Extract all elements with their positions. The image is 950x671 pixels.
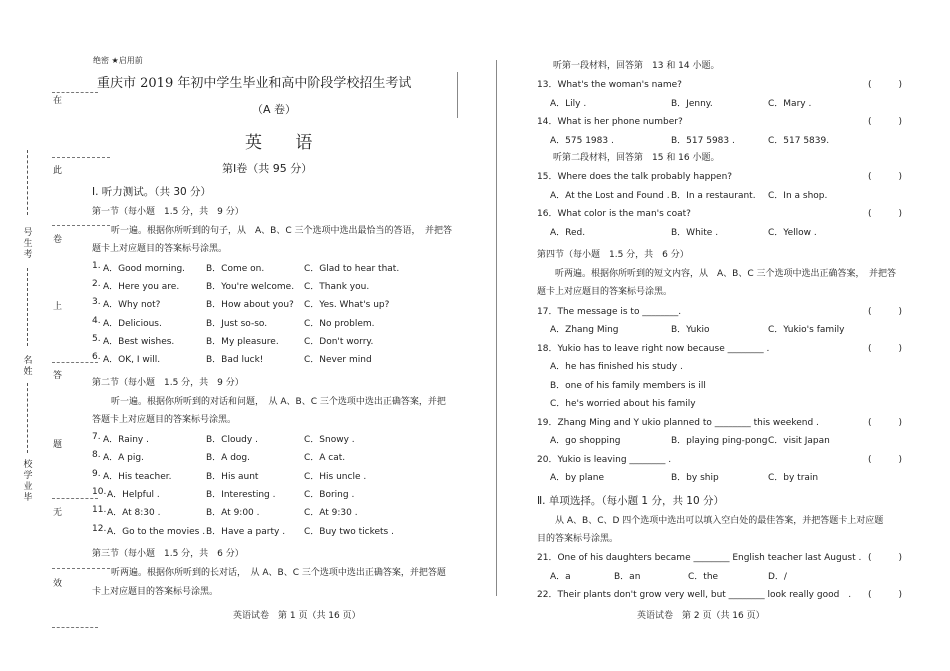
option-c: C．No problem.	[304, 319, 375, 329]
option-b: B．White .	[671, 228, 719, 238]
option-b: B．My pleasure.	[206, 337, 279, 347]
option-b: B．an	[614, 572, 641, 582]
listening-material-2: 听第二段材料，回答第 15 和 16 小题。	[553, 153, 720, 163]
option-a: A．Go to the movies .	[107, 527, 206, 537]
option-b: B．Have a party .	[206, 527, 286, 537]
option-b: B．You're welcome.	[206, 282, 295, 292]
option-a: A．Helpful .	[107, 490, 160, 500]
subject-title: 英 语	[245, 133, 327, 153]
left-page-footer: 英语试卷 第 1 页（共 16 页）	[233, 611, 361, 621]
question-number: 6.	[92, 352, 101, 362]
option-c: C．In a shop.	[768, 191, 828, 201]
question-20: 20．Yukio is leaving ________ .	[537, 455, 672, 465]
option-c: C．Yellow .	[768, 228, 817, 238]
answer-blank: ( )	[868, 590, 903, 600]
option-b: B．How about you?	[206, 300, 294, 310]
option-c: C．Yukio's family	[768, 325, 845, 335]
option-a: A．At 8:30 .	[107, 508, 161, 518]
option-a: A．by plane	[550, 473, 605, 483]
binding-char: 上	[53, 302, 63, 312]
question-19: 19．Zhang Ming and Y ukio planned to ________ this weekend .	[537, 418, 819, 428]
section2-instruction: 听一遍。根据你所听到的对话和问题， 从 A、B、C 三个选项中选出正确答案，并把	[111, 397, 446, 407]
option-c: C．517 5839.	[768, 136, 830, 146]
option-c: C．Never mind	[304, 355, 372, 365]
right-page-footer: 英语试卷 第 2 页（共 16 页）	[637, 611, 765, 621]
question-number: 5.	[92, 334, 101, 344]
option-a: A．Good morning.	[103, 264, 186, 274]
listening-title: Ⅰ. 听力测试。（共 30 分）	[92, 186, 212, 198]
answer-blank: ( )	[868, 553, 903, 563]
option-c: C．Don't worry.	[304, 337, 374, 347]
answer-blank: ( )	[868, 344, 903, 354]
option-b: B．by ship	[671, 473, 719, 483]
option-b: B．His aunt	[206, 472, 259, 482]
option-b: B．Interesting .	[206, 490, 276, 500]
question-16: 16．What color is the man's coat?	[537, 209, 691, 219]
exam-title: 重庆市 2019 年初中学生毕业和高中阶段学校招生考试	[97, 76, 412, 91]
answer-blank: ( )	[868, 172, 903, 182]
option-a: A．Red.	[550, 228, 586, 238]
option-c: C．At 9:30 .	[304, 508, 358, 518]
option-a: A．575 1983 .	[550, 136, 614, 146]
option-a: A．At the Lost and Found .	[550, 191, 670, 201]
option-b: B．Just so-so.	[206, 319, 268, 329]
binding-char: 效	[53, 579, 63, 589]
option-c: C．Yes. What's up?	[304, 300, 390, 310]
option-c: C．Thank you.	[304, 282, 370, 292]
option-c: C．the	[688, 572, 719, 582]
option-a: A．Rainy .	[103, 435, 149, 445]
option-c: C．Buy two tickets .	[304, 527, 394, 537]
option-a: A．Why not?	[103, 300, 161, 310]
question-number: 4.	[92, 316, 101, 326]
binding-char: 此	[53, 166, 63, 176]
option-a: A．Delicious.	[103, 319, 162, 329]
answer-blank: ( )	[868, 209, 903, 219]
question-22: 22．Their plants don't grow very well, but ________ look really good .	[537, 590, 852, 600]
option-c: C．Mary .	[768, 99, 812, 109]
option-b: B．A dog.	[206, 453, 250, 463]
option-c: C．visit Japan	[768, 436, 830, 446]
option-c: C．Glad to hear that.	[304, 264, 400, 274]
option-c: C．Boring .	[304, 490, 355, 500]
option-b: B．Yukio	[671, 325, 710, 335]
option-c: C．he's worried about his family	[550, 399, 696, 409]
question-17: 17．The message is to ________.	[537, 307, 682, 317]
page-divider	[496, 60, 497, 596]
section4-instruction: 听两遍。根据你所听到的短文内容，从 A、B、C 三个选项中选出正确答案， 并把答	[555, 269, 896, 279]
binding-char: 无	[53, 508, 63, 518]
option-a: A．A pig.	[103, 453, 144, 463]
question-number: 7.	[92, 432, 101, 442]
option-b: B．Jenny.	[671, 99, 713, 109]
option-b: B．Cloudy .	[206, 435, 258, 445]
option-b: B．Come on.	[206, 264, 265, 274]
question-number: 8.	[92, 450, 101, 460]
option-a: A．His teacher.	[103, 472, 172, 482]
question-13: 13．What's the woman's name?	[537, 80, 682, 90]
section1-heading: 第一节（每小题 1.5 分，共 9 分）	[92, 207, 244, 217]
question-number: 11.	[92, 505, 107, 515]
option-b: B．In a restaurant.	[671, 191, 756, 201]
answer-blank: ( )	[868, 418, 903, 428]
option-c: C．His uncle .	[304, 472, 367, 482]
option-a: A．Here you are.	[103, 282, 180, 292]
section2-heading: 第二节（每小题 1.5 分，共 9 分）	[92, 378, 244, 388]
answer-blank: ( )	[868, 455, 903, 465]
secret-label: 绝密 ★启用前	[93, 56, 143, 65]
header-rule	[457, 72, 458, 118]
school-label: 校学业毕	[23, 460, 33, 503]
section4-heading: 第四节（每小题 1.5 分，共 6 分）	[537, 250, 689, 260]
question-15: 15．Where does the talk probably happen?	[537, 172, 733, 182]
question-number: 1.	[92, 261, 101, 271]
question-number: 2.	[92, 279, 101, 289]
exam-volume: （A 卷）	[252, 103, 297, 116]
question-14: 14．What is her phone number?	[537, 117, 683, 127]
listening-material-1: 听第一段材料，回答第 13 和 14 小题。	[553, 61, 720, 71]
answer-blank: ( )	[868, 117, 903, 127]
question-number: 12.	[92, 524, 107, 534]
name-label: 名姓	[23, 356, 33, 377]
section3-instruction-cont: 卡上对应题目的答案标号涂黑。	[92, 587, 219, 597]
option-b: B．one of his family members is ill	[550, 381, 706, 391]
single-choice-instruction-cont: 目的答案标号涂黑。	[537, 534, 619, 544]
section1-instruction-cont: 题卡上对应题目的答案标号涂黑。	[92, 244, 228, 254]
answer-blank: ( )	[868, 307, 903, 317]
question-number: 3.	[92, 297, 101, 307]
single-choice-title: Ⅱ. 单项选择。（每小题 1 分，共 10 分）	[537, 495, 724, 507]
option-b: B．Bad luck!	[206, 355, 264, 365]
part-title: 第Ⅰ卷（共 95 分）	[222, 162, 313, 175]
binding-char: 卷	[53, 235, 63, 245]
option-a: A．OK, I will.	[103, 355, 161, 365]
section2-instruction-cont: 答题卡上对应题目的答案标号涂黑。	[92, 415, 237, 425]
option-c: C．Snowy .	[304, 435, 355, 445]
answer-blank: ( )	[868, 80, 903, 90]
option-a: A．Zhang Ming	[550, 325, 619, 335]
binding-char: 题	[53, 440, 63, 450]
option-a: A．Lily .	[550, 99, 587, 109]
binding-char: 在	[53, 96, 63, 106]
option-a: A．go shopping	[550, 436, 621, 446]
section3-instruction: 听两遍。根据你所听到的长对话， 从 A、B、C 三个选项中选出正确答案，并把答题	[111, 568, 446, 578]
question-number: 10.	[92, 487, 107, 497]
single-choice-instruction: 从 A、B、C、D 四个选项中选出可以填入空白处的最佳答案，并把答题卡上对应题	[555, 516, 884, 526]
option-c: C．A cat.	[304, 453, 346, 463]
section4-instruction-cont: 题卡上对应题目的答案标号涂黑。	[537, 287, 673, 297]
option-a: A．a	[550, 572, 571, 582]
section3-heading: 第三节（每小题 1.5 分，共 6 分）	[92, 549, 244, 559]
option-c: C．by train	[768, 473, 819, 483]
option-a: A．Best wishes.	[103, 337, 175, 347]
option-d: D．/	[768, 572, 787, 582]
question-18: 18．Yukio has to leave right now because ________ .	[537, 344, 770, 354]
option-b: B．At 9:00 .	[206, 508, 260, 518]
exam-number-label: 号生考	[23, 228, 33, 260]
question-21: 21．One of his daughters became ________ English teacher last August .	[537, 553, 862, 563]
option-b: B．playing ping-pong	[671, 436, 768, 446]
option-b: B．517 5983 .	[671, 136, 735, 146]
section1-instruction: 听一遍。根据你所听到的句子，从 A、B、C 三个选项中选出最恰当的答语， 并把答	[111, 226, 452, 236]
option-a: A．he has finished his study .	[550, 362, 683, 372]
binding-char: 答	[53, 371, 63, 381]
question-number: 9.	[92, 469, 101, 479]
